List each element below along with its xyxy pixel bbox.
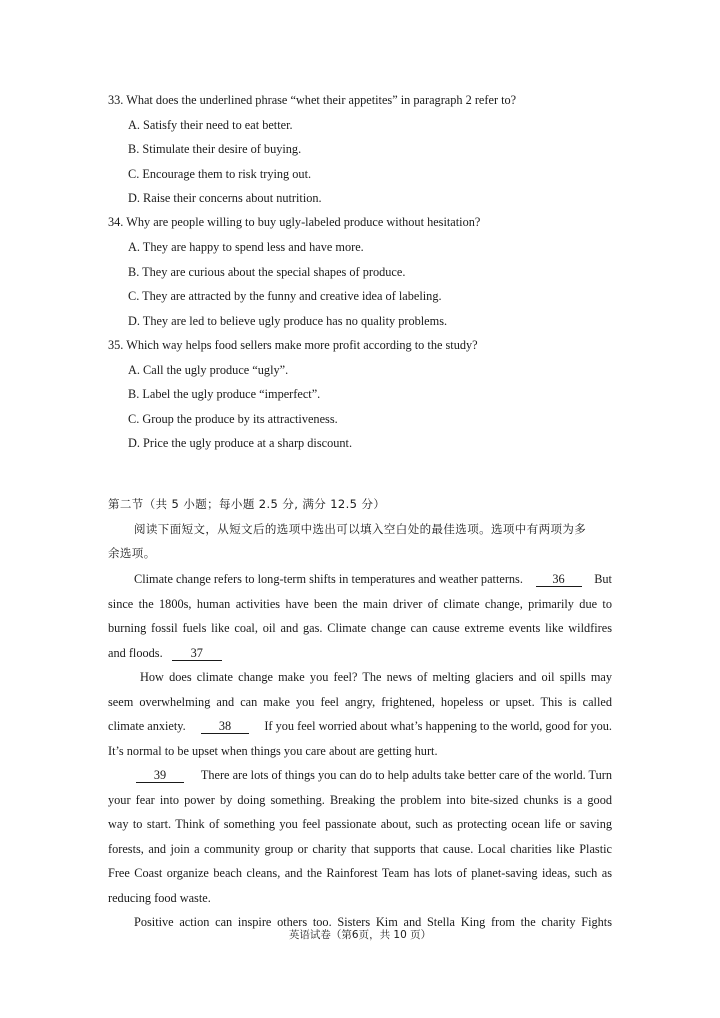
passage-p1-line-2: since the 1800s, human activities have been the main driver of climate change, primarily due to — [108, 597, 612, 611]
question-33-option-b: B. Stimulate their desire of buying. — [128, 142, 302, 156]
passage-text: If you feel worried about what’s happening to the world, good for you. — [264, 719, 612, 733]
blank-38: 38 — [201, 719, 249, 734]
passage-p3-line-1 — [134, 767, 612, 783]
passage-text: Climate change refers to long-term shifts in temperatures and weather patterns. — [134, 572, 523, 586]
passage-p3-line-6: reducing food waste. — [108, 891, 211, 905]
blank-36: 36 — [536, 572, 582, 587]
question-35-option-c: C. Group the produce by its attractiveness. — [128, 412, 338, 426]
passage-p3-line-5: Free Coast organize beach cleans, and the Rainforest Team has lots of planet-saving ideas, such as — [108, 866, 612, 880]
question-35-option-a: A. Call the ugly produce “ugly”. — [128, 363, 289, 377]
question-35-stem: 35. Which way helps food sellers make more profit according to the study? — [108, 338, 478, 352]
question-34-option-d: D. They are led to believe ugly produce has no quality problems. — [128, 314, 448, 328]
question-33-stem: 33. What does the underlined phrase “whet their appetites” in paragraph 2 refer to? — [108, 93, 517, 107]
question-33-option-d: D. Raise their concerns about nutrition. — [128, 191, 322, 205]
passage-text: But — [594, 572, 612, 586]
section-instruction-line-2: 余选项。 — [108, 546, 156, 560]
passage-p2-line-1: How does climate change make you feel? The news of melting glaciers and oil spills may — [140, 670, 612, 684]
section-instruction-line-1: 阅读下面短文，从短文后的选项中选出可以填入空白处的最佳选项。选项中有两项为多 — [134, 522, 587, 536]
passage-p3-line-2: your fear into power by doing something. Breaking the problem into bite-sized chunks is a good — [108, 793, 612, 807]
page-footer: 英语试卷（第6页，共 10 页） — [288, 929, 432, 941]
question-34-stem: 34. Why are people willing to buy ugly-labeled produce without hesitation? — [108, 215, 481, 229]
passage-p1-line-4 — [108, 645, 612, 661]
passage-p3-line-3: way to start. Think of something you feel passionate about, such as protecting ocean life or saving — [108, 817, 612, 831]
question-35-option-b: B. Label the ugly produce “imperfect”. — [128, 387, 321, 401]
section-header: 第二节（共 5 小题；每小题 2.5 分, 满分 12.5 分） — [108, 497, 386, 511]
question-35-option-d: D. Price the ugly produce at a sharp discount. — [128, 436, 353, 450]
question-33-option-c: C. Encourage them to risk trying out. — [128, 167, 312, 181]
passage-p2-line-3 — [108, 718, 612, 734]
passage-p4-line-1: Positive action can inspire others too. Sisters Kim and Stella King from the charity Fights — [134, 915, 612, 929]
passage-p2-line-4: It’s normal to be upset when things you care about are getting hurt. — [108, 744, 438, 758]
question-34-option-a: A. They are happy to spend less and have more. — [128, 240, 364, 254]
question-34-option-c: C. They are attracted by the funny and creative idea of labeling. — [128, 289, 442, 303]
blank-39: 39 — [136, 768, 184, 783]
passage-p2-line-2: seem overwhelming and can make you feel angry, frightened, hopeless or upset. This is called — [108, 695, 612, 709]
blank-37: 37 — [172, 646, 222, 661]
passage-text: and floods. — [108, 646, 163, 660]
passage-text: There are lots of things you can do to help adults take better care of the world. Turn — [200, 768, 612, 782]
passage-p3-line-4: forests, and join a community group or charity that supports that cause. Local charities like Plastic — [108, 842, 612, 856]
question-34-option-b: B. They are curious about the special shapes of produce. — [128, 265, 406, 279]
passage-text: climate anxiety. — [108, 719, 186, 733]
question-33-option-a: A. Satisfy their need to eat better. — [128, 118, 293, 132]
passage-p1-line-3: burning fossil fuels like coal, oil and gas. Climate change can cause extreme events like wildfires — [108, 621, 612, 635]
passage-p1-line-1 — [134, 571, 612, 587]
